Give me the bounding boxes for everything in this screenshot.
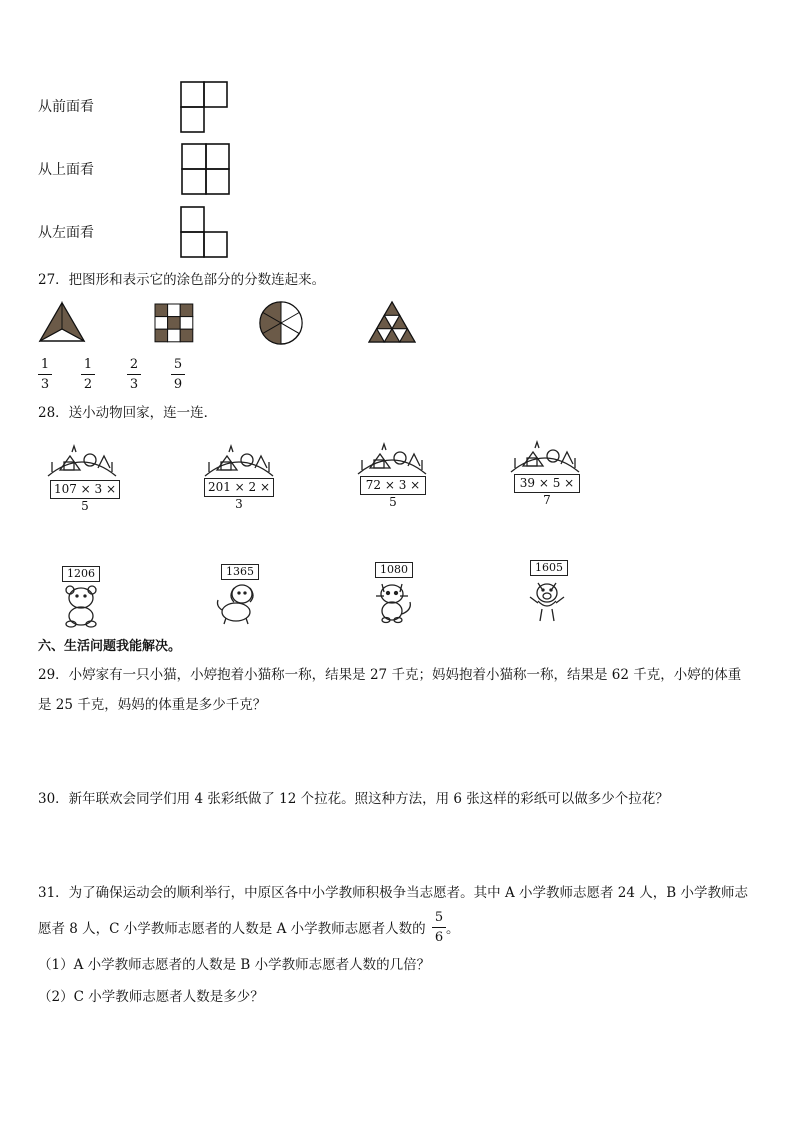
pig-icon [526, 577, 570, 625]
house-icon [509, 434, 581, 474]
fraction-2-3: 2 3 [127, 358, 141, 392]
q31-line1: 31．为了确保运动会的顺利举行，中原区各中小学教师积极争当志愿者。其中 A 小学教师志愿者 24 人，B 小学教师志 [38, 885, 748, 901]
q29-line1: 29．小婷家有一只小猫，小婷抱着小猫称一称，结果是 27 千克；妈妈抱着小猫称一称，结果是 62 千克，小婷的体重 [38, 667, 742, 683]
top-view-figure [181, 143, 231, 196]
q31-line2-end: 。 [446, 921, 460, 937]
house-label-3: 72 × 3 × 5 [360, 476, 426, 495]
q28-text: 28．送小动物回家，连一连． [38, 405, 218, 421]
q31-sub2: （2）C 小学教师志愿者人数是多少？ [38, 989, 264, 1005]
triangle-grid-figure [367, 300, 417, 344]
house-label-1: 107 × 3 × 5 [50, 480, 120, 499]
fraction-1-3: 1 3 [38, 358, 52, 392]
fraction-5-9: 5 9 [171, 358, 185, 392]
triangle-shaded-figure [38, 301, 86, 343]
q29-line2: 是 25 千克，妈妈的体重是多少千克？ [38, 697, 267, 713]
q30-text: 30．新年联欢会同学们用 4 张彩纸做了 12 个拉花。照这种方法，用 6 张这样的彩纸可以做多少个拉花？ [38, 791, 669, 807]
house-icon [46, 438, 118, 478]
fraction-1-2: 1 2 [81, 358, 95, 392]
house-label-4: 39 × 5 × 7 [514, 474, 580, 493]
q31-fraction-5-6: 5 6 [432, 911, 446, 945]
animal-number-1: 1206 [62, 566, 100, 582]
cat-icon [370, 580, 418, 624]
q31-sub1: （1）A 小学教师志愿者的人数是 B 小学教师志愿者人数的几倍？ [38, 957, 431, 973]
view-left-label: 从左面看 [38, 225, 94, 241]
q31-line2: 愿者 8 人，C 小学教师志愿者的人数是 A 小学教师志愿者人数的 [38, 921, 426, 937]
section6-heading: 六、生活问题我能解决。 [38, 639, 182, 654]
grid-shaded-figure [154, 303, 194, 343]
animal-number-2: 1365 [221, 564, 259, 580]
circle-shaded-figure [258, 300, 304, 346]
house-icon [356, 436, 428, 476]
view-top-label: 从上面看 [38, 162, 94, 178]
front-view-figure [180, 81, 230, 133]
house-icon [203, 438, 275, 478]
house-label-2: 201 × 2 × 3 [204, 478, 274, 497]
bear-icon [62, 584, 102, 628]
dog-icon [212, 582, 262, 626]
view-front-label: 从前面看 [38, 99, 94, 115]
q27-text: 27．把图形和表示它的涂色部分的分数连起来。 [38, 272, 326, 288]
left-view-figure [180, 206, 230, 259]
animal-number-3: 1080 [375, 562, 413, 578]
animal-number-4: 1605 [530, 560, 568, 576]
